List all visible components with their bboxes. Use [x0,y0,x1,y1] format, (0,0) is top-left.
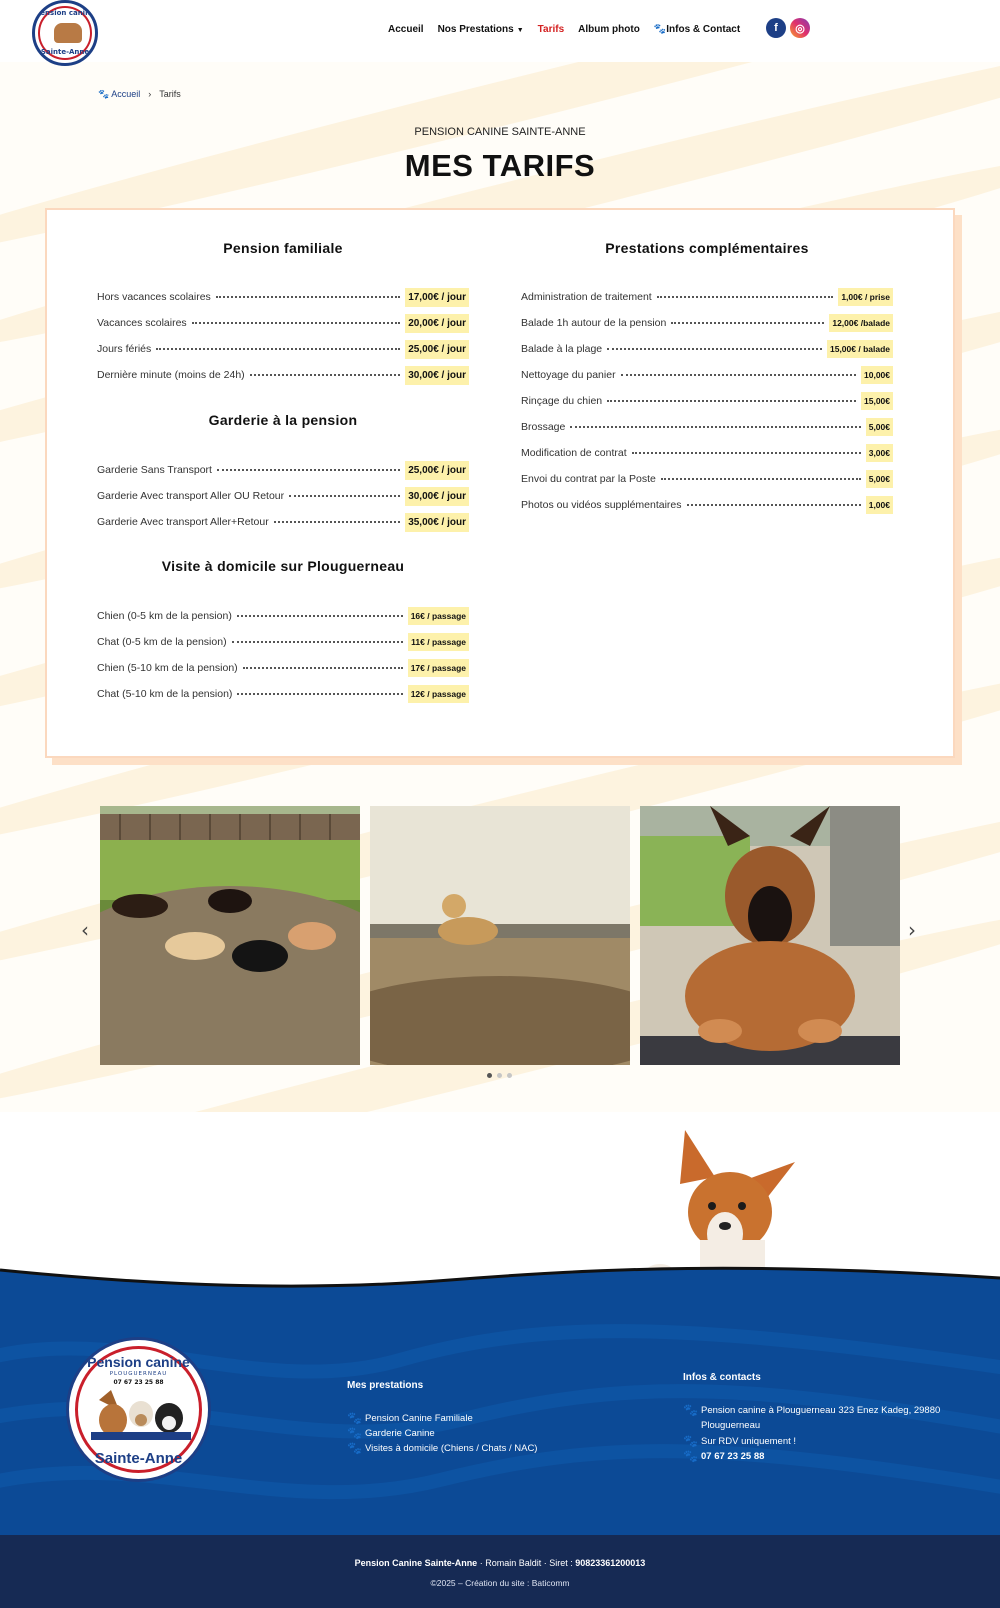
footer-prestation-link[interactable] [347,1441,537,1456]
paw-icon: 🐾 [683,1434,698,1448]
paw-icon: 🐾 [683,1449,698,1463]
price-label: Rinçage du chien [521,395,603,407]
price-label: Jours fériés [97,343,152,355]
social-links [766,18,810,38]
dotted-leader [232,641,404,643]
main-nav [388,24,740,35]
footer-legal-name: Pension Canine Sainte-Anne [354,1558,478,1568]
paw-icon: 🐾 [347,1441,362,1455]
price-label: Hors vacances scolaires [97,291,211,303]
footer-address [683,1403,963,1433]
footer-legal-line [0,1558,1000,1568]
price-label: Chat (0-5 km de la pension) [97,636,227,648]
footer-logo-phone: 07 67 23 25 88 [113,1379,164,1386]
carousel-photo[interactable] [370,806,630,1065]
price-row [97,365,469,385]
price-value: 20,00€ / jour [405,314,469,333]
price-label: Vacances scolaires [97,317,187,329]
dotted-leader [289,495,400,497]
paw-icon: 🐾 [347,1426,362,1440]
carousel-dot[interactable] [497,1073,502,1078]
price-row [521,313,893,333]
page-title: MES TARIFS [404,148,596,183]
price-label: Chien (5-10 km de la pension) [97,662,238,674]
nav-infos-contact[interactable] [654,24,740,35]
price-value: 30,00€ / jour [405,366,469,385]
paw-icon: 🐾 [98,89,112,99]
price-value: 1,00€ / prise [838,288,893,306]
breadcrumb-home[interactable] [98,89,140,100]
dotted-leader [216,296,400,298]
price-value: 12,00€ /balade [829,314,893,332]
nav-album[interactable]: Album photo [578,24,640,35]
carousel-photo[interactable] [100,806,360,1065]
footer-logo-name: Sainte-Anne [94,1450,183,1467]
price-value: 5,00€ [866,418,893,436]
carousel-prev-button[interactable]: ‹ [81,918,89,942]
price-row [97,684,469,704]
price-label: Envoi du contrat par la Poste [521,473,656,485]
footer-prestation-label: Garderie Canine [365,1428,435,1439]
price-label: Garderie Avec transport Aller+Retour [97,516,269,528]
dotted-leader [607,348,822,350]
price-value: 10,00€ [861,366,893,384]
carousel-dot[interactable] [507,1073,512,1078]
price-row [521,287,893,307]
dotted-leader [570,426,860,428]
site-header [0,0,1000,62]
dogs-on-lawn-photo [100,806,360,1065]
price-row [521,469,893,489]
dotted-leader [632,452,861,454]
page-subtitle: PENSION CANINE SAINTE-ANNE [414,126,586,138]
carousel-dot[interactable] [487,1073,492,1078]
price-row [97,287,469,307]
footer-infos-title: Infos & contacts [683,1372,761,1383]
dotted-leader [687,504,861,506]
price-value: 12€ / passage [408,685,469,703]
price-label: Dernière minute (moins de 24h) [97,369,245,381]
dotted-leader [156,348,400,350]
price-value: 11€ / passage [408,633,469,651]
price-label: Photos ou vidéos supplémentaires [521,499,682,511]
footer-rdv-text: Sur RDV uniquement ! [701,1436,797,1447]
dotted-leader [217,469,400,471]
price-row [97,606,469,626]
nav-accueil[interactable]: Accueil [388,24,424,35]
price-value: 25,00€ / jour [405,340,469,359]
footer-siret: 90823361200013 [575,1558,646,1568]
footer-address-line2: Plouguerneau [701,1420,761,1431]
price-value: 25,00€ / jour [405,461,469,480]
chevron-down-icon: ▼ [516,27,524,34]
footer-legal-bar [0,1535,1000,1608]
price-label: Brossage [521,421,566,433]
dotted-leader [250,374,401,376]
carousel-pagination [487,1073,512,1078]
section-title-pension: Pension familiale [223,240,343,256]
price-value: 15,00€ / balade [827,340,893,358]
breadcrumb [98,89,181,100]
footer-legal-person: · Romain Baldit · Siret : [477,1558,576,1568]
dotted-leader [661,478,861,480]
paw-icon: 🐾 [683,1403,698,1417]
price-row [97,460,469,480]
breadcrumb-home-label: Accueil [111,89,141,99]
footer-address-text [701,1403,940,1433]
price-label: Nettoyage du panier [521,369,616,381]
footer-logo[interactable] [66,1337,211,1482]
instagram-icon[interactable]: ◎ [790,18,810,38]
dotted-leader [621,374,856,376]
price-value: 5,00€ [866,470,893,488]
price-card [45,208,955,758]
paw-icon: 🐾 [653,24,667,35]
price-label: Balade à la plage [521,343,603,355]
logo-text-bottom: Sainte-Anne [40,48,90,56]
footer-prestation-label: Visites à domicile (Chiens / Chats / NAC) [365,1443,538,1454]
price-label: Chien (0-5 km de la pension) [97,610,232,622]
price-label: Garderie Sans Transport [97,464,212,476]
section-title-complementaires: Prestations complémentaires [605,240,809,256]
price-value: 35,00€ / jour [405,513,469,532]
dogs-logo-icon [91,1390,191,1440]
logo-text-top: Pension canine [35,9,95,17]
footer-phone[interactable] [683,1449,764,1464]
paw-icon: 🐾 [347,1411,362,1425]
price-row [521,339,893,359]
price-row [97,313,469,333]
dog-logo-icon [54,23,82,43]
price-row [97,486,469,506]
footer-credits[interactable]: ©2025 – Création du site : Baticomm [430,1578,570,1588]
footer-prestation-link[interactable] [347,1411,473,1426]
price-row [97,339,469,359]
footer-address-line1: Pension canine à Plouguerneau 323 Enez Kadeg, 29880 [701,1405,941,1416]
dotted-leader [237,693,402,695]
dotted-leader [671,322,824,324]
footer-prestations-title: Mes prestations [347,1380,424,1391]
price-value: 17,00€ / jour [405,288,469,307]
price-row [97,512,469,532]
price-label: Modification de contrat [521,447,627,459]
price-label: Chat (5-10 km de la pension) [97,688,233,700]
section-title-visite: Visite à domicile sur Plouguerneau [161,558,405,574]
dotted-leader [192,322,401,324]
price-row [97,658,469,678]
dotted-leader [237,615,403,617]
price-value: 15,00€ [861,392,893,410]
dotted-leader [243,667,403,669]
price-label: Administration de traitement [521,291,652,303]
nav-infos-label: Infos & Contact [666,24,741,35]
nav-prestations-label: Nos Prestations [437,24,514,35]
price-row [521,391,893,411]
breadcrumb-separator: › [148,89,152,99]
footer-rdv [683,1434,796,1449]
price-row [521,365,893,385]
dotted-leader [274,521,401,523]
price-value: 3,00€ [866,444,893,462]
nav-tarifs[interactable]: Tarifs [537,24,565,35]
price-label: Balade 1h autour de la pension [521,317,667,329]
facebook-icon[interactable]: f [766,18,786,38]
price-row [521,495,893,515]
price-row [521,443,893,463]
golden-retriever-beach-photo [370,806,630,1065]
dotted-leader [657,296,834,298]
price-value: 17€ / passage [408,659,469,677]
footer-phone-text: 07 67 23 25 88 [701,1451,765,1462]
nav-prestations[interactable] [438,24,524,35]
price-row [97,632,469,652]
footer-prestation-label: Pension Canine Familiale [365,1413,473,1424]
price-value: 1,00€ [866,496,893,514]
section-title-garderie: Garderie à la pension [208,412,358,428]
carousel-next-button[interactable]: › [908,918,916,942]
carousel-photo[interactable] [640,806,900,1065]
dotted-leader [607,400,856,402]
price-row [521,417,893,437]
german-shepherd-photo [640,806,900,1065]
price-label: Garderie Avec transport Aller OU Retour [97,490,285,502]
footer-logo-title: Pension canine [87,1354,190,1370]
price-value: 30,00€ / jour [405,487,469,506]
breadcrumb-current: Tarifs [159,89,181,99]
price-value: 16€ / passage [408,607,469,625]
footer-logo-place: PLOUGUERNEAU [109,1371,168,1377]
site-logo[interactable] [32,0,98,66]
footer-prestation-link[interactable] [347,1426,435,1441]
